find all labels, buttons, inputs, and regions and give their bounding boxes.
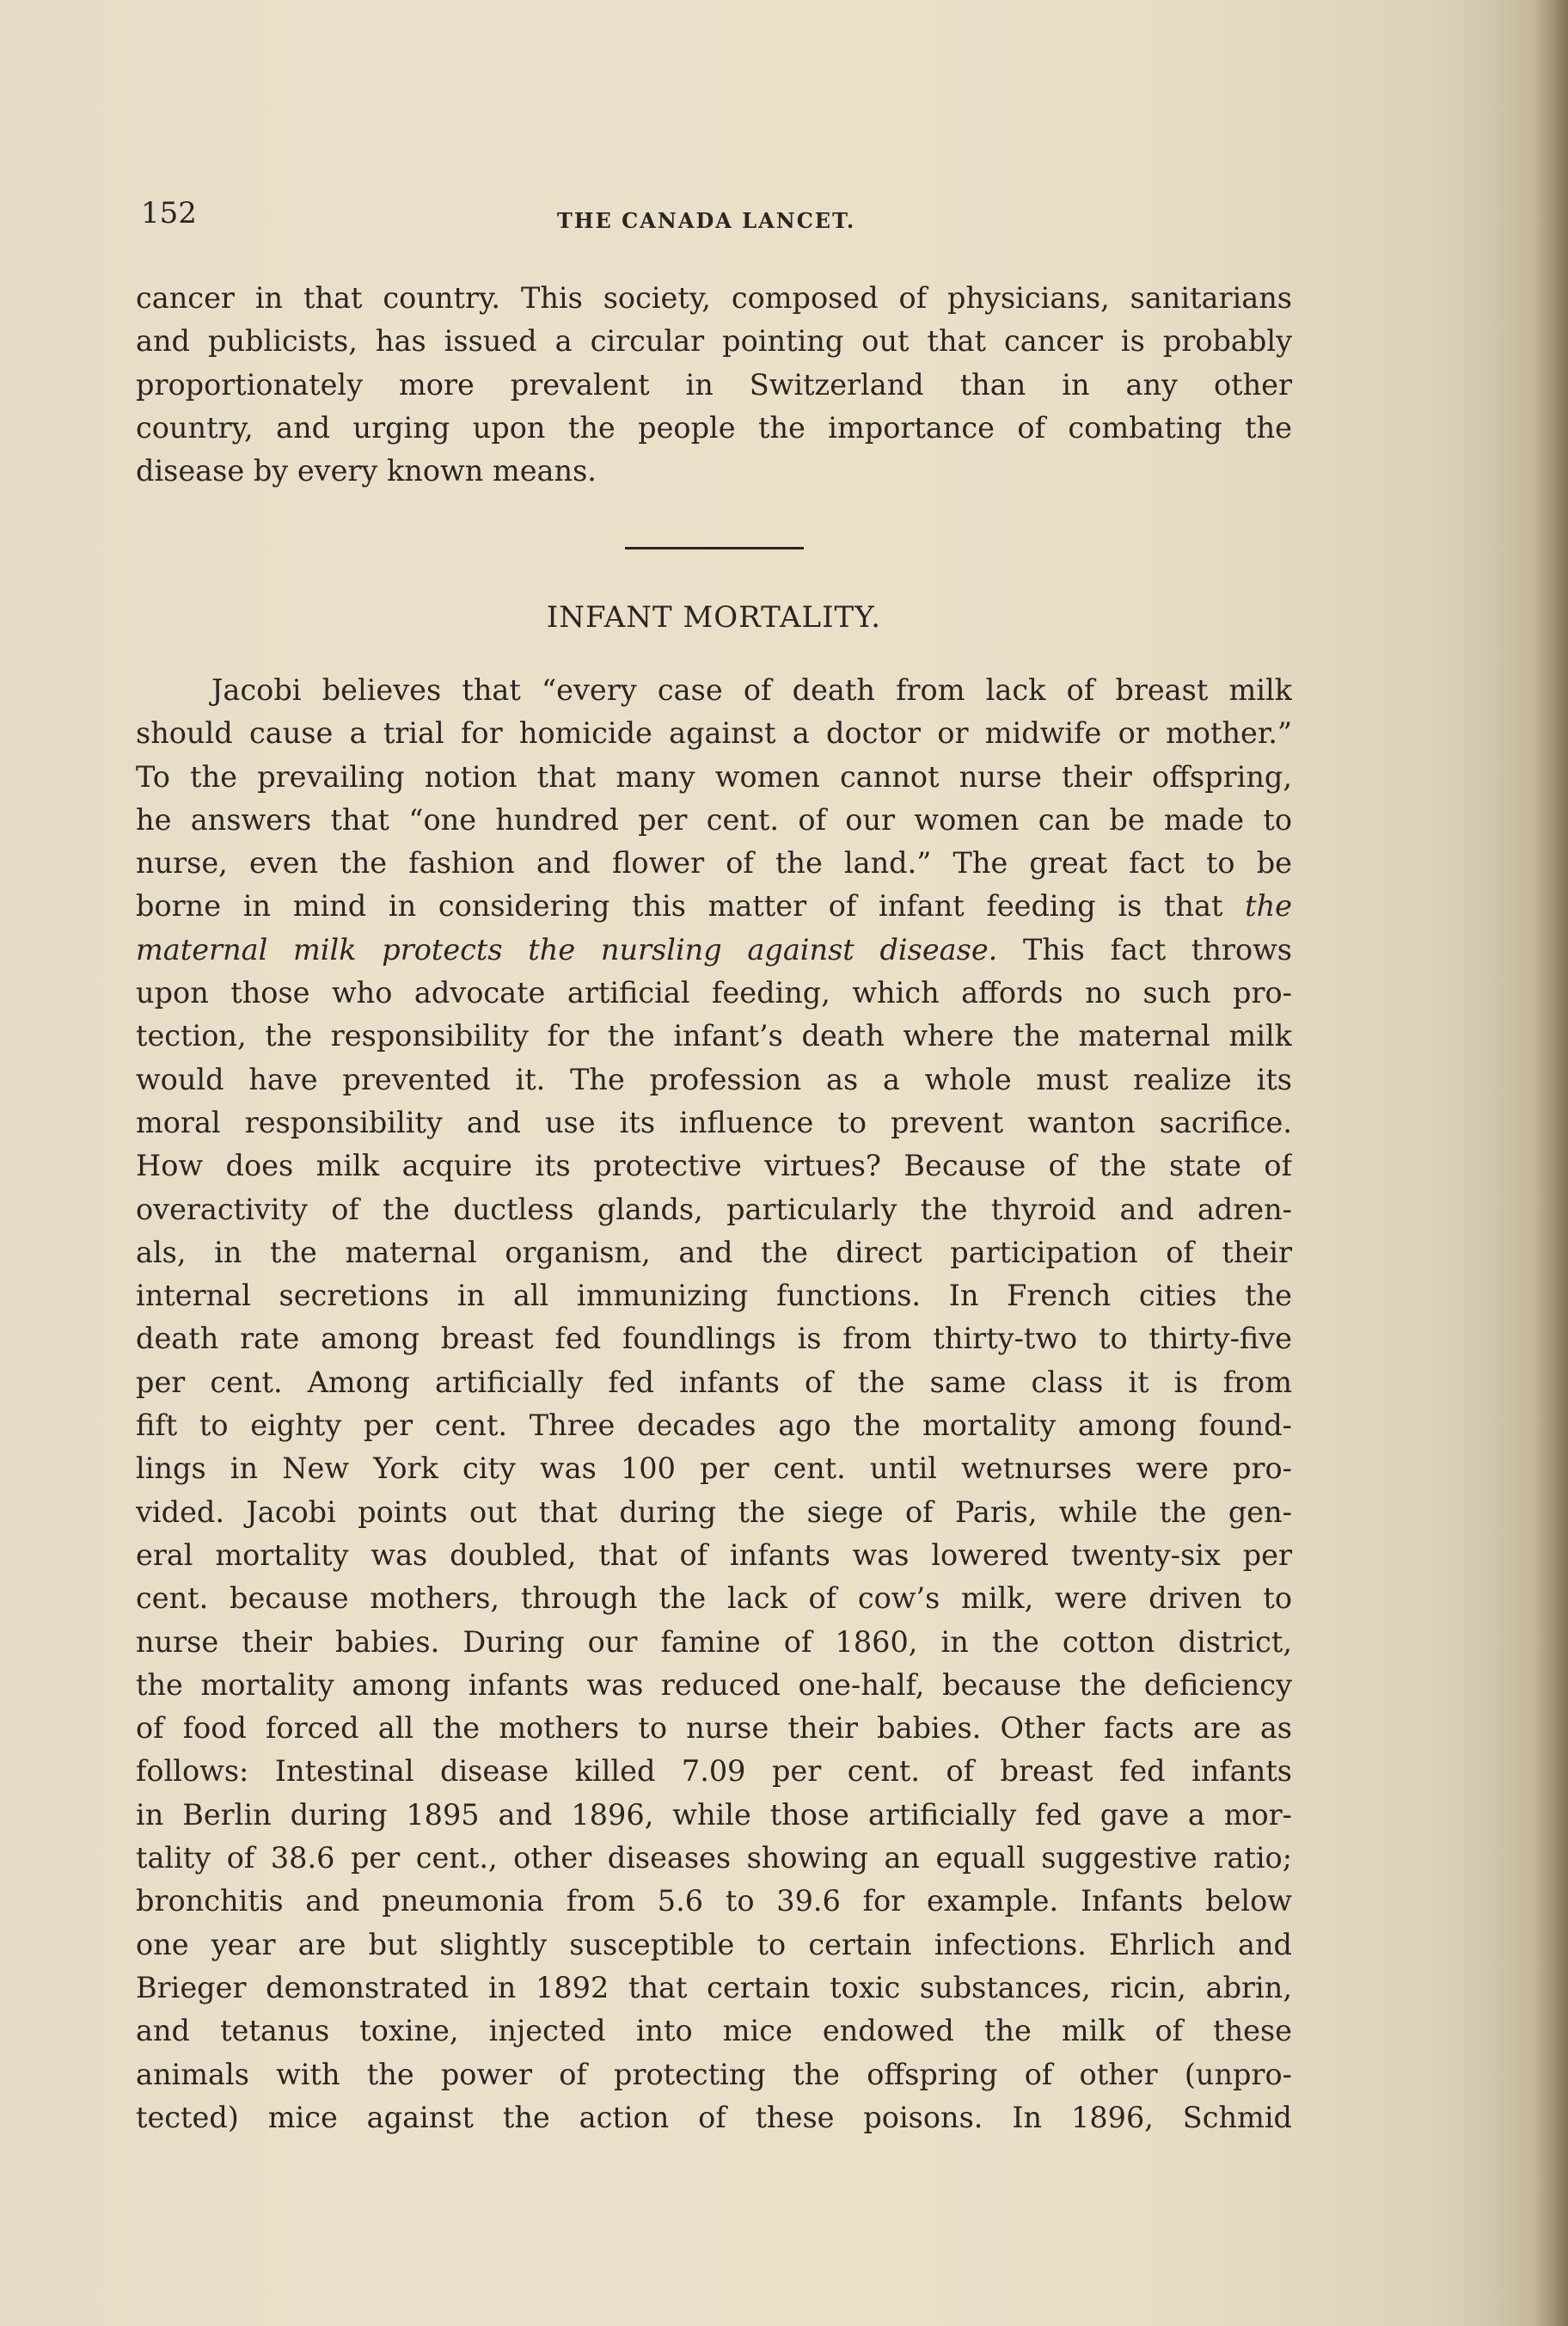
text-line — [136, 885, 1292, 928]
text-line: tality of 38.6 per cent., other diseases showing an equall suggestive ratio; — [136, 1841, 1292, 1875]
text-line: Jacobi believes that “every case of death from lack of breast milk — [211, 673, 1292, 707]
text-line: animals with the power of protecting the offspring of other (unpro- — [136, 2057, 1292, 2091]
text-line: upon those who advocate artificial feeding, which affords no such pro- — [136, 976, 1292, 1010]
text-line: internal secretions in all immunizing functions. In French cities the — [136, 1279, 1292, 1313]
text-line: tected) mice against the action of these poisons. In 1896, Schmid — [136, 2100, 1292, 2134]
text-line: death rate among breast fed foundlings is from thirty-two to thirty-five — [136, 1322, 1292, 1356]
page-number: 152 — [141, 196, 197, 230]
text-line: To the prevailing notion that many women cannot nurse their offspring, — [136, 759, 1292, 794]
text-line — [136, 929, 1292, 972]
text-line: overactivity of the ductless glands, particularly the thyroid and adren- — [136, 1192, 1292, 1226]
text-line: moral responsibility and use its influence to prevent wanton sacrifice. — [136, 1105, 1292, 1139]
text-line: the mortality among infants was reduced one-half, because the deficiency — [136, 1667, 1292, 1702]
text-line: per cent. Among artificially fed infants of the same class it is from — [136, 1365, 1292, 1399]
text-line: fift to eighty per cent. Three decades ago the mortality among found- — [136, 1408, 1292, 1443]
italic-text: the — [1245, 889, 1292, 924]
article-body — [136, 669, 1292, 2139]
intro-paragraph — [136, 277, 1292, 493]
text-segment: borne in mind in considering this matter of infant feeding is that — [136, 889, 1223, 924]
section-heading: INFANT MORTALITY. — [546, 600, 882, 635]
text-line: nurse their babies. During our famine of 1860, in the cotton district, — [136, 1624, 1292, 1659]
text-line: vided. Jacobi points out that during the siege of Paris, while the gen- — [136, 1494, 1292, 1529]
text-line: and publicists, has issued a circular pointing out that cancer is probably — [136, 324, 1292, 359]
text-line: proportionately more prevalent in Switzerland than in any other — [136, 367, 1292, 402]
text-line: cent. because mothers, through the lack of cow’s milk, were driven to — [136, 1581, 1292, 1616]
text-line: should cause a trial for homicide against a doctor or midwife or mother.” — [136, 716, 1292, 751]
text-line: in Berlin during 1895 and 1896, while those artificially fed gave a mor- — [136, 1797, 1292, 1832]
text-line: als, in the maternal organism, and the direct participation of their — [136, 1235, 1292, 1269]
text-line: How does milk acquire its protective virtues? Because of the state of — [136, 1149, 1292, 1183]
italic-text: maternal milk protects the nursling against disease. — [136, 932, 998, 967]
text-line: bronchitis and pneumonia from 5.6 to 39.6 for example. Infants below — [136, 1884, 1292, 1918]
text-line: and tetanus toxine, injected into mice endowed the milk of these — [136, 2014, 1292, 2048]
text-segment: This fact throws — [1023, 932, 1292, 967]
text-line: would have prevented it. The profession as a whole must realize its — [136, 1062, 1292, 1096]
text-line: tection, the responsibility for the infant’s death where the maternal milk — [136, 1019, 1292, 1053]
journal-title: THE CANADA LANCET. — [557, 208, 856, 233]
text-line: cancer in that country. This society, composed of physicians, sanitarians — [136, 281, 1292, 315]
text-line: of food forced all the mothers to nurse their babies. Other facts are as — [136, 1711, 1292, 1746]
text-line: eral mortality was doubled, that of infants was lowered twenty-six per — [136, 1537, 1292, 1572]
text-line: country, and urging upon the people the importance of combating the — [136, 410, 1292, 445]
text-line: nurse, even the fashion and flower of the land.” The great fact to be — [136, 846, 1292, 881]
text-line: Brieger demonstrated in 1892 that certain toxic substances, ricin, abrin, — [136, 1970, 1292, 2004]
text-line: one year are but slightly susceptible to certain infections. Ehrlich and — [136, 1927, 1292, 1961]
text-line: disease by every known means. — [136, 454, 597, 488]
page-edge-shadow — [1534, 0, 1568, 2326]
text-line: lings in New York city was 100 per cent. until wetnurses were pro- — [136, 1451, 1292, 1486]
text-line: he answers that “one hundred per cent. of our women can be made to — [136, 802, 1292, 837]
section-divider — [625, 547, 804, 549]
text-line: follows: Intestinal disease killed 7.09 per cent. of breast fed infants — [136, 1754, 1292, 1789]
running-head — [136, 196, 1292, 239]
